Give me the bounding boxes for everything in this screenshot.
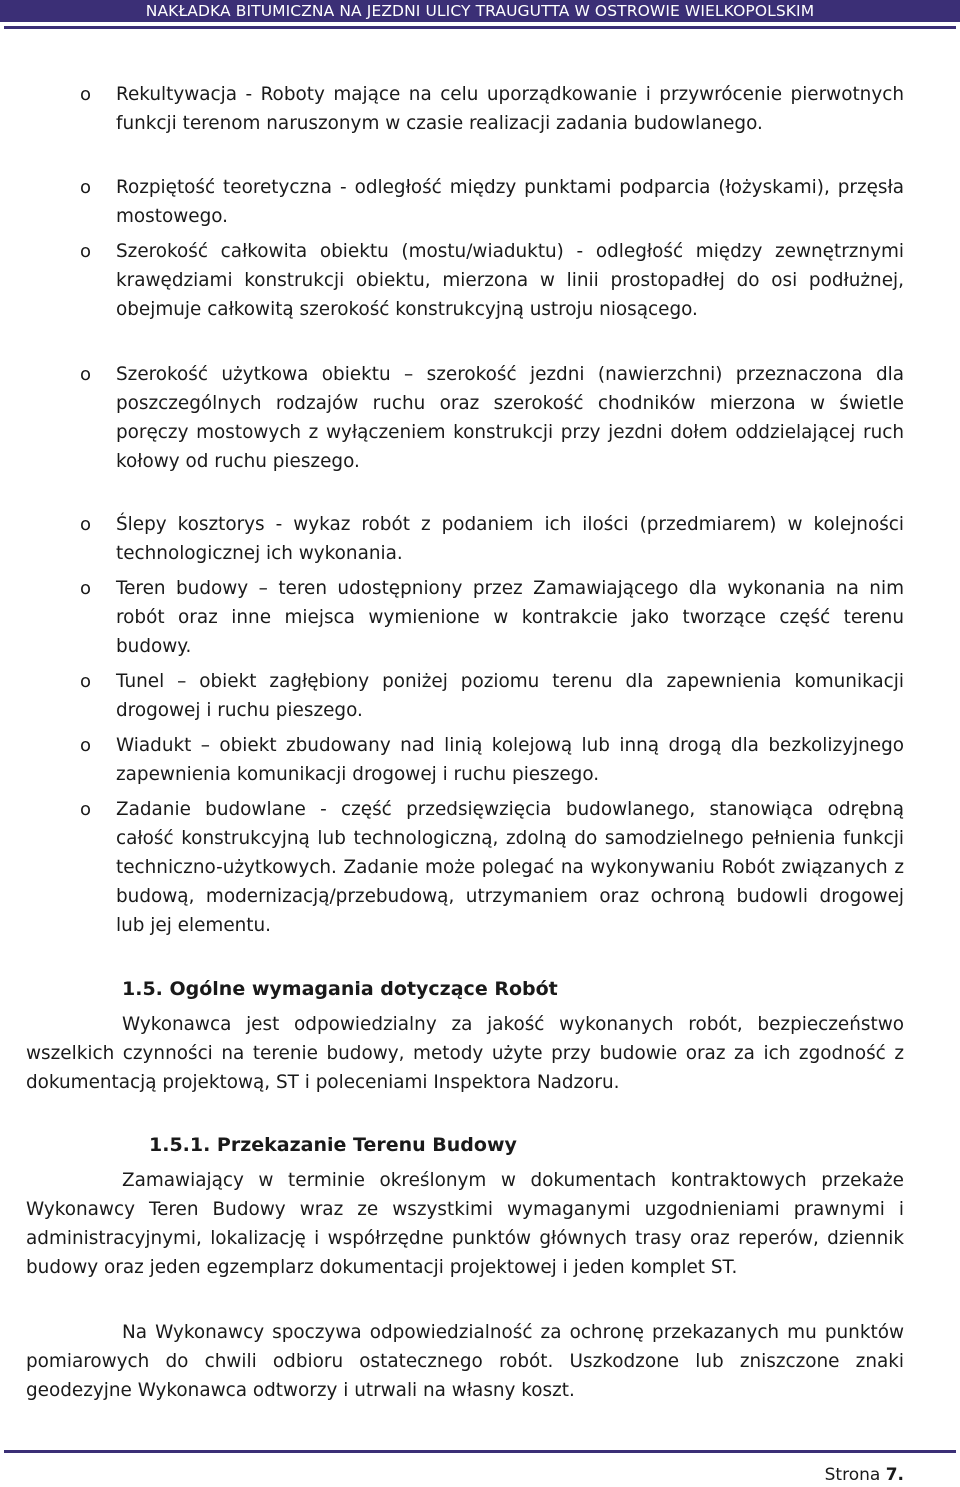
bullet-marker: o — [80, 671, 92, 692]
bullet-marker: o — [80, 84, 92, 105]
definition-text: Teren budowy – teren udostępniony przez Zamawiającego dla wykonania na nim robót oraz inne miejsca wymienione w kontrakcie jako tworzące część terenu budowy. — [116, 578, 904, 657]
bullet-marker: o — [80, 735, 92, 756]
definition-text: Szerokość całkowita obiektu (mostu/wiaduktu) - odległość między zewnętrznymi krawędziami konstrukcji obiektu, mierzona w linii prostopadłej do osi podłużnej, obejmuje całkowitą szerokość konstrukcyjną ustroju niosącego. — [116, 241, 904, 320]
page-number: 7. — [885, 1465, 904, 1485]
section-1-5-1-paragraph-1: Zamawiający w terminie określonym w dokumentach kontraktowych przekaże Wykonawcy Teren Budowy wraz ze wszystkimi wymaganymi uzgodnieniami prawnymi i administracyjnymi, lokalizację i współrzędne punktów głównych trasy oraz reperów, dziennik budowy oraz jeden egzemplarz dokumentacji projektowej i jeden komplet ST. — [26, 1170, 904, 1278]
document-header-title: NAKŁADKA BITUMICZNA NA JEZDNI ULICY TRAUGUTTA W OSTROWIE WIELKOPOLSKIM — [0, 0, 960, 22]
section-1-5-1-paragraph-2: Na Wykonawcy spoczywa odpowiedzialność za ochronę przekazanych mu punktów pomiarowych do chwili odbioru ostatecznego robót. Uszkodzone lub zniszczone znaki geodezyjne Wykonawca odtworzy i utrwali na własny koszt. — [26, 1322, 904, 1401]
definition-text: Rekultywacja - Roboty mające na celu uporządkowanie i przywrócenie pierwotnych funkcji terenom naruszonym w czasie realizacji zadania budowlanego. — [116, 84, 904, 134]
definition-text: Ślepy kosztorys - wykaz robót z podaniem ich ilości (przedmiarem) w kolejności technologicznej ich wykonania. — [116, 514, 904, 564]
page-footer — [825, 1463, 904, 1487]
bullet-marker: o — [80, 799, 92, 820]
bullet-marker: o — [80, 578, 92, 599]
definition-text: Rozpiętość teoretyczna - odległość między punktami podparcia (łożyskami), przęsła mostowego. — [116, 177, 904, 227]
definition-text: Zadanie budowlane - część przedsięwzięcia budowlanego, stanowiąca odrębną całość konstrukcyjną lub technologiczną, zdolną do samodzielnego pełnienia funkcji techniczno-użytkowych. Zadanie może polegać na wykonywaniu Robót związanych z budową, modernizacją/przebudową, utrzymaniem oraz ochroną budowli drogowej lub jej elementu. — [116, 799, 904, 936]
section-heading-1-5-1: 1.5.1. Przekazanie Terenu Budowy — [149, 1134, 517, 1156]
section-heading-1-5: 1.5. Ogólne wymagania dotyczące Robót — [122, 978, 558, 1000]
bullet-marker: o — [80, 514, 92, 535]
bullet-marker: o — [80, 241, 92, 262]
definition-text: Wiadukt – obiekt zbudowany nad linią kolejową lub inną drogą dla bezkolizyjnego zapewnienia komunikacji drogowej i ruchu pieszego. — [116, 735, 904, 785]
footer-divider — [4, 1450, 956, 1453]
header-divider — [4, 26, 956, 29]
bullet-marker: o — [80, 177, 92, 198]
section-1-5-paragraph: Wykonawca jest odpowiedzialny za jakość wykonanych robót, bezpieczeństwo wszelkich czynności na terenie budowy, metody użyte przy budowie oraz za ich zgodność z dokumentacją projektową, ST i poleceniami Inspektora Nadzoru. — [26, 1014, 904, 1093]
definition-text: Tunel – obiekt zagłębiony poniżej poziomu terenu dla zapewnienia komunikacji drogowej i ruchu pieszego. — [116, 671, 904, 721]
bullet-marker: o — [80, 364, 92, 385]
definition-text: Szerokość użytkowa obiektu – szerokość jezdni (nawierzchni) przeznaczona dla poszczególnych rodzajów ruchu oraz szerokość chodników mierzona w świetle poręczy mostowych z wyłączeniem konstrukcji przy jezdni dołem oddzielającej ruch kołowy od ruchu pieszego. — [116, 364, 904, 472]
page-label: Strona — [824, 1465, 881, 1485]
